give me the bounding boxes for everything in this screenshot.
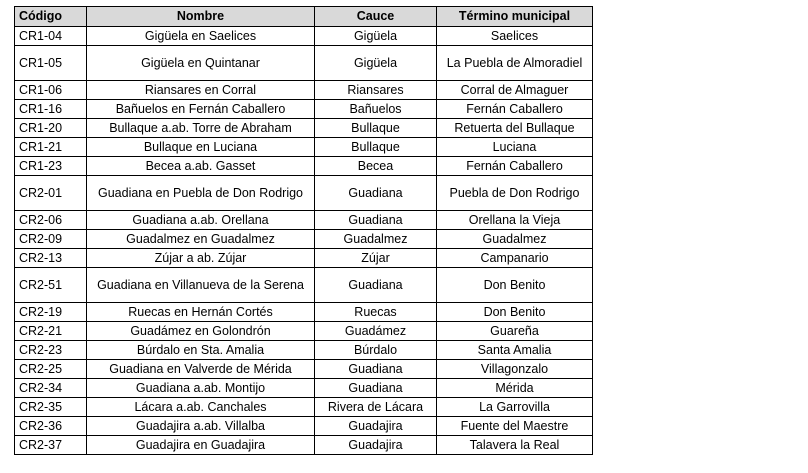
- table-row: [15, 341, 593, 360]
- header-nombre: Nombre: [87, 7, 315, 27]
- cell-cauce: Guadiana: [315, 360, 437, 379]
- cell-termino: Corral de Almaguer: [437, 81, 593, 100]
- header-cauce: Cauce: [315, 7, 437, 27]
- cell-cauce: Búrdalo: [315, 341, 437, 360]
- cell-codigo: CR2-51: [15, 268, 87, 303]
- cell-codigo: CR2-25: [15, 360, 87, 379]
- cell-nombre: Gigüela en Quintanar: [87, 46, 315, 81]
- cell-codigo: CR2-23: [15, 341, 87, 360]
- cell-cauce: Gigüela: [315, 27, 437, 46]
- cell-nombre: Becea a.ab. Gasset: [87, 157, 315, 176]
- cell-nombre: Guadajira en Guadajira: [87, 436, 315, 455]
- table-row: [15, 119, 593, 138]
- cell-codigo: CR1-21: [15, 138, 87, 157]
- cell-cauce: Rivera de Lácara: [315, 398, 437, 417]
- cell-nombre: Búrdalo en Sta. Amalia: [87, 341, 315, 360]
- cell-nombre: Zújar a ab. Zújar: [87, 249, 315, 268]
- table-row: [15, 303, 593, 322]
- cell-nombre: Bullaque en Luciana: [87, 138, 315, 157]
- cell-nombre: Ruecas en Hernán Cortés: [87, 303, 315, 322]
- table-row: [15, 27, 593, 46]
- cell-codigo: CR2-34: [15, 379, 87, 398]
- cell-termino: Luciana: [437, 138, 593, 157]
- cell-nombre: Guadiana a.ab. Montijo: [87, 379, 315, 398]
- cell-codigo: CR2-21: [15, 322, 87, 341]
- cell-nombre: Bañuelos en Fernán Caballero: [87, 100, 315, 119]
- cell-termino: Fernán Caballero: [437, 157, 593, 176]
- table-row: [15, 100, 593, 119]
- header-termino: Término municipal: [437, 7, 593, 27]
- table-row: [15, 157, 593, 176]
- table-row: [15, 230, 593, 249]
- cell-termino: Villagonzalo: [437, 360, 593, 379]
- table-row: [15, 138, 593, 157]
- table-row: [15, 176, 593, 211]
- cell-termino: La Garrovilla: [437, 398, 593, 417]
- table-row: [15, 211, 593, 230]
- cell-nombre: Gigüela en Saelices: [87, 27, 315, 46]
- cell-codigo: CR2-01: [15, 176, 87, 211]
- cell-nombre: Riansares en Corral: [87, 81, 315, 100]
- cell-cauce: Guadiana: [315, 211, 437, 230]
- cell-codigo: CR2-13: [15, 249, 87, 268]
- cell-codigo: CR2-06: [15, 211, 87, 230]
- cell-cauce: Guadámez: [315, 322, 437, 341]
- table-row: [15, 249, 593, 268]
- cell-codigo: CR2-09: [15, 230, 87, 249]
- cell-codigo: CR1-16: [15, 100, 87, 119]
- cell-termino: Campanario: [437, 249, 593, 268]
- table-row: [15, 379, 593, 398]
- cell-codigo: CR1-20: [15, 119, 87, 138]
- cell-termino: Saelices: [437, 27, 593, 46]
- cell-termino: Guareña: [437, 322, 593, 341]
- table-row: [15, 81, 593, 100]
- cell-nombre: Guadalmez en Guadalmez: [87, 230, 315, 249]
- cell-cauce: Guadajira: [315, 417, 437, 436]
- cell-cauce: Guadajira: [315, 436, 437, 455]
- cell-termino: Orellana la Vieja: [437, 211, 593, 230]
- cell-termino: La Puebla de Almoradiel: [437, 46, 593, 81]
- cell-termino: Mérida: [437, 379, 593, 398]
- cell-cauce: Guadiana: [315, 176, 437, 211]
- cell-cauce: Guadalmez: [315, 230, 437, 249]
- cell-nombre: Bullaque a.ab. Torre de Abraham: [87, 119, 315, 138]
- cell-termino: Fernán Caballero: [437, 100, 593, 119]
- cell-cauce: Bañuelos: [315, 100, 437, 119]
- cell-cauce: Ruecas: [315, 303, 437, 322]
- cell-termino: Puebla de Don Rodrigo: [437, 176, 593, 211]
- cell-termino: Fuente del Maestre: [437, 417, 593, 436]
- table-row: [15, 268, 593, 303]
- table-row: [15, 46, 593, 81]
- header-row: [15, 7, 593, 27]
- cell-codigo: CR2-35: [15, 398, 87, 417]
- cell-codigo: CR1-05: [15, 46, 87, 81]
- cell-cauce: Riansares: [315, 81, 437, 100]
- cell-cauce: Guadiana: [315, 268, 437, 303]
- cell-nombre: Guadiana en Puebla de Don Rodrigo: [87, 176, 315, 211]
- cell-cauce: Gigüela: [315, 46, 437, 81]
- stations-table: [14, 6, 593, 455]
- header-codigo: Código: [15, 7, 87, 27]
- cell-cauce: Guadiana: [315, 379, 437, 398]
- cell-nombre: Guadiana en Valverde de Mérida: [87, 360, 315, 379]
- table-row: [15, 322, 593, 341]
- cell-nombre: Guadajira a.ab. Villalba: [87, 417, 315, 436]
- cell-termino: Don Benito: [437, 268, 593, 303]
- cell-cauce: Bullaque: [315, 138, 437, 157]
- cell-nombre: Guadiana a.ab. Orellana: [87, 211, 315, 230]
- cell-cauce: Bullaque: [315, 119, 437, 138]
- table-row: [15, 360, 593, 379]
- cell-termino: Guadalmez: [437, 230, 593, 249]
- cell-termino: Talavera la Real: [437, 436, 593, 455]
- table-row: [15, 436, 593, 455]
- cell-codigo: CR1-23: [15, 157, 87, 176]
- cell-cauce: Becea: [315, 157, 437, 176]
- cell-codigo: CR2-36: [15, 417, 87, 436]
- cell-codigo: CR1-04: [15, 27, 87, 46]
- cell-nombre: Guadiana en Villanueva de la Serena: [87, 268, 315, 303]
- cell-codigo: CR2-19: [15, 303, 87, 322]
- cell-codigo: CR2-37: [15, 436, 87, 455]
- table-row: [15, 417, 593, 436]
- table-row: [15, 398, 593, 417]
- cell-termino: Retuerta del Bullaque: [437, 119, 593, 138]
- cell-nombre: Guadámez en Golondrón: [87, 322, 315, 341]
- cell-cauce: Zújar: [315, 249, 437, 268]
- cell-nombre: Lácara a.ab. Canchales: [87, 398, 315, 417]
- cell-termino: Santa Amalia: [437, 341, 593, 360]
- cell-termino: Don Benito: [437, 303, 593, 322]
- cell-codigo: CR1-06: [15, 81, 87, 100]
